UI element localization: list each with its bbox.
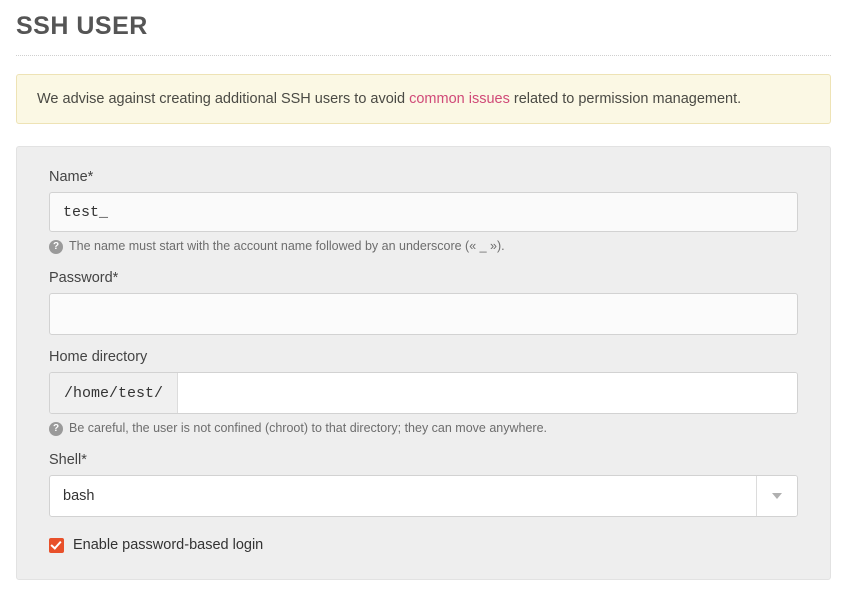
password-field-group	[49, 270, 798, 335]
page-title: SSH USER	[16, 12, 148, 40]
home-directory-hint-text: Be careful, the user is not confined (chroot) to that directory; they can move anywhere.	[69, 421, 548, 435]
name-field-group	[49, 169, 798, 254]
alert-text-before: We advise against creating additional SSH users to avoid	[37, 91, 410, 107]
title-divider	[16, 55, 831, 56]
home-directory-field-group	[49, 349, 798, 436]
home-directory-label: Home directory	[49, 349, 148, 365]
name-label: Name*	[49, 169, 94, 185]
name-input[interactable]	[49, 192, 798, 232]
chevron-down-icon[interactable]	[756, 476, 797, 516]
home-directory-prefix: /home/test/	[50, 373, 178, 413]
shell-label: Shell*	[49, 452, 87, 468]
name-hint-text: The name must start with the account name followed by an underscore (« _ »).	[69, 239, 505, 253]
password-login-label: Enable password-based login	[73, 537, 264, 553]
home-directory-input[interactable]	[178, 373, 797, 413]
ssh-user-form-panel	[16, 146, 831, 580]
shell-select[interactable]	[49, 475, 798, 517]
alert-text-after: related to permission management.	[509, 91, 742, 107]
password-input[interactable]	[49, 293, 798, 335]
common-issues-link[interactable]: common issues	[409, 91, 510, 107]
help-icon: ?	[49, 240, 63, 254]
password-login-row[interactable]	[49, 537, 798, 553]
password-login-checkbox[interactable]	[49, 538, 64, 553]
advisory-alert	[16, 74, 831, 124]
shell-selected-value: bash	[63, 488, 95, 504]
home-directory-hint	[49, 421, 798, 436]
shell-field-group	[49, 452, 798, 517]
caret-shape	[772, 493, 782, 499]
name-hint	[49, 239, 798, 254]
password-label: Password*	[49, 270, 119, 286]
home-directory-input-group	[49, 372, 798, 414]
help-icon: ?	[49, 422, 63, 436]
